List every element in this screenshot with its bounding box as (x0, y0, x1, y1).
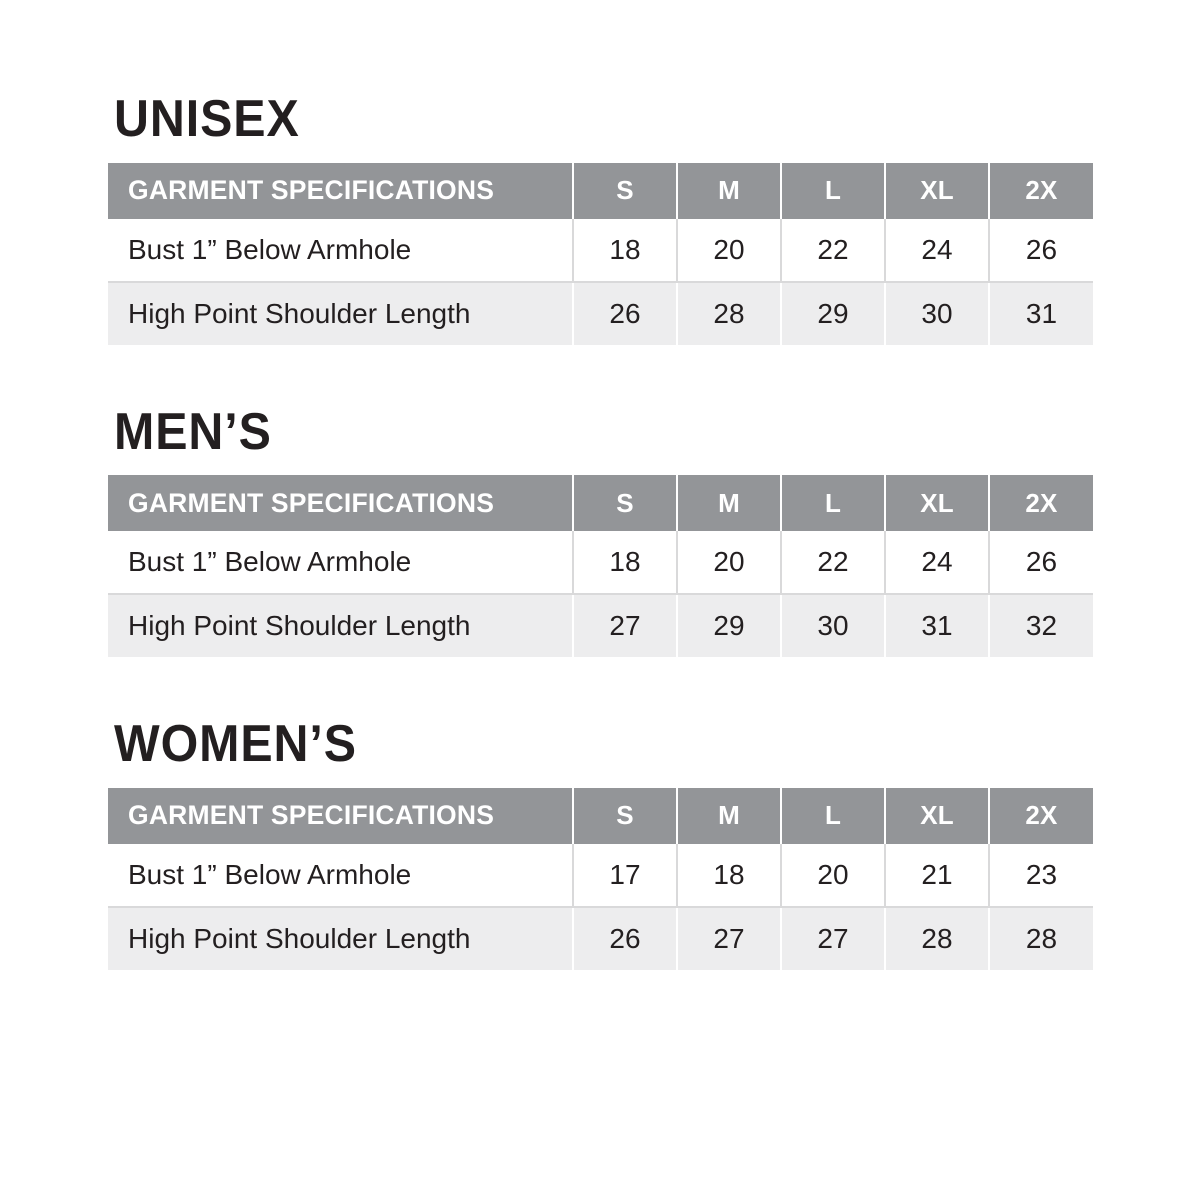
column-header-xl: XL (885, 788, 989, 844)
table-header-row (108, 163, 1093, 219)
column-header-m: M (677, 475, 781, 531)
table-body-mens (108, 531, 1093, 657)
cell-xl: 21 (885, 844, 989, 907)
table-header-mens (108, 475, 1093, 531)
row-label: Bust 1” Below Armhole (108, 219, 573, 282)
cell-l: 20 (781, 844, 885, 907)
row-label: High Point Shoulder Length (108, 282, 573, 345)
size-table-unisex (108, 163, 1093, 345)
row-label: High Point Shoulder Length (108, 907, 573, 970)
column-header-2x: 2X (989, 475, 1093, 531)
cell-l: 29 (781, 282, 885, 345)
table-row (108, 594, 1093, 657)
cell-2x: 26 (989, 531, 1093, 594)
cell-m: 28 (677, 282, 781, 345)
column-header-s: S (573, 163, 677, 219)
size-table-mens (108, 475, 1093, 657)
column-header-m: M (677, 788, 781, 844)
column-header-l: L (781, 475, 885, 531)
table-header-womens (108, 788, 1093, 844)
table-row (108, 282, 1093, 345)
table-row (108, 219, 1093, 282)
cell-s: 26 (573, 282, 677, 345)
table-body-unisex (108, 219, 1093, 345)
cell-xl: 28 (885, 907, 989, 970)
cell-l: 22 (781, 531, 885, 594)
section-title-unisex: UNISEX (114, 90, 300, 148)
row-label: Bust 1” Below Armhole (108, 531, 573, 594)
column-header-2x: 2X (989, 163, 1093, 219)
column-header-xl: XL (885, 475, 989, 531)
cell-2x: 32 (989, 594, 1093, 657)
section-title-womens: WOMEN’S (114, 715, 357, 774)
cell-xl: 31 (885, 594, 989, 657)
column-header-xl: XL (885, 163, 989, 219)
table-row (108, 907, 1093, 970)
size-section-unisex (108, 92, 1100, 345)
column-header-2x: 2X (989, 788, 1093, 844)
column-header-l: L (781, 788, 885, 844)
section-title-mens: MEN’S (114, 402, 272, 461)
column-header-m: M (677, 163, 781, 219)
size-table-womens (108, 788, 1093, 970)
cell-s: 17 (573, 844, 677, 907)
cell-m: 29 (677, 594, 781, 657)
column-header-specifications: GARMENT SPECIFICATIONS (108, 475, 573, 531)
column-header-s: S (573, 475, 677, 531)
column-header-s: S (573, 788, 677, 844)
table-header-unisex (108, 163, 1093, 219)
cell-2x: 31 (989, 282, 1093, 345)
cell-xl: 24 (885, 219, 989, 282)
cell-l: 22 (781, 219, 885, 282)
cell-xl: 30 (885, 282, 989, 345)
cell-m: 20 (677, 219, 781, 282)
cell-m: 27 (677, 907, 781, 970)
table-body-womens (108, 844, 1093, 970)
column-header-l: L (781, 163, 885, 219)
cell-m: 20 (677, 531, 781, 594)
cell-s: 18 (573, 531, 677, 594)
table-row (108, 844, 1093, 907)
cell-l: 30 (781, 594, 885, 657)
cell-s: 18 (573, 219, 677, 282)
row-label: Bust 1” Below Armhole (108, 844, 573, 907)
cell-2x: 26 (989, 219, 1093, 282)
cell-xl: 24 (885, 531, 989, 594)
size-section-womens (108, 717, 1100, 970)
table-row (108, 531, 1093, 594)
cell-s: 26 (573, 907, 677, 970)
column-header-specifications: GARMENT SPECIFICATIONS (108, 788, 573, 844)
table-header-row (108, 475, 1093, 531)
cell-s: 27 (573, 594, 677, 657)
column-header-specifications: GARMENT SPECIFICATIONS (108, 163, 573, 219)
cell-2x: 23 (989, 844, 1093, 907)
cell-m: 18 (677, 844, 781, 907)
cell-l: 27 (781, 907, 885, 970)
cell-2x: 28 (989, 907, 1093, 970)
size-section-mens (108, 402, 1100, 658)
row-label: High Point Shoulder Length (108, 594, 573, 657)
table-header-row (108, 788, 1093, 844)
